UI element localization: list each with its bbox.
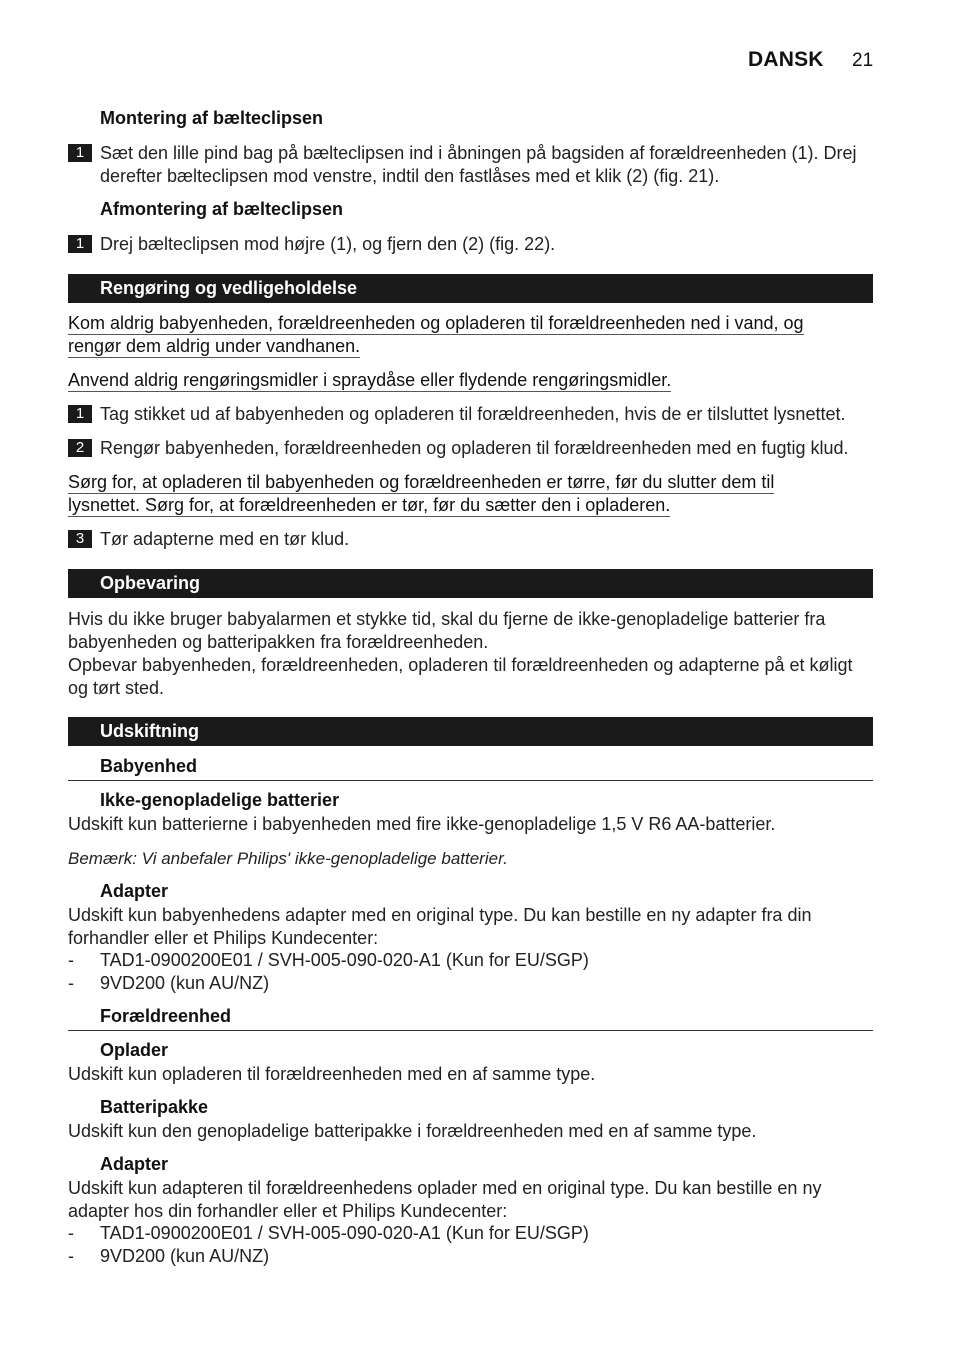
cleaning-step3: Tør adapterne med en tør klud. (100, 529, 350, 549)
cleaning-warning3-line2: lysnettet. Sørg for, at forældreenheden er tør, før du sætter den i opladeren. (68, 495, 671, 515)
list-dash: - (68, 1246, 74, 1266)
cleaning-step1: Tag stikket ud af babyenheden og opladeren til forældreenheden, hvis de er tilsluttet lysnettet. (100, 404, 846, 424)
cleaning-step2: Rengør babyenheden, forældreenheden og opladeren til forældreenheden med en fugtig klud. (100, 438, 849, 458)
parent-adapter-title: Adapter (100, 1154, 169, 1174)
list-dash: - (68, 973, 74, 993)
belt-mount-step-line2: derefter bælteclipsen mod venstre, indtil den fastlåses med et klik (2) (fig. 21). (100, 166, 720, 186)
list-item: TAD1-0900200E01 / SVH-005-090-020-A1 (Kun for EU/SGP) (100, 1223, 589, 1243)
baby-adapter-line1: Udskift kun babyenhedens adapter med en original type. Du kan bestille en ny adapter fra din (68, 905, 812, 925)
step-badge: 1 (68, 405, 92, 423)
step-badge: 2 (68, 439, 92, 457)
storage-line2: babyenheden og batteripakken fra forældreenheden. (68, 632, 489, 652)
batteries-text: Udskift kun batterierne i babyenheden med fire ikke-genopladelige 1,5 V R6 AA-batterier. (68, 814, 776, 834)
section-cleaning-header: Rengøring og vedligeholdelse (68, 274, 873, 303)
charger-title: Oplader (100, 1040, 169, 1060)
section-storage-header: Opbevaring (68, 569, 873, 598)
storage-line1: Hvis du ikke bruger babyalarmen et stykke tid, skal du fjerne de ikke-genopladelige batterier fra (68, 609, 826, 629)
baby-adapter-line2: forhandler eller et Philips Kundecenter: (68, 928, 379, 948)
list-item: 9VD200 (kun AU/NZ) (100, 1246, 270, 1266)
charger-text: Udskift kun opladeren til forældreenheden med en af samme type. (68, 1064, 596, 1084)
step-badge: 3 (68, 530, 92, 548)
divider (68, 1030, 873, 1031)
list-dash: - (68, 950, 74, 970)
parent-adapter-line1: Udskift kun adapteren til forældreenhedens oplader med en original type. Du kan bestille en ny (68, 1178, 822, 1198)
belt-unmount-title: Afmontering af bælteclipsen (100, 199, 344, 219)
divider (68, 780, 873, 781)
cleaning-warning2: Anvend aldrig rengøringsmidler i spraydåse eller flydende rengøringsmidler. (68, 370, 672, 390)
battery-pack-text: Udskift kun den genopladelige batteripakke i forældreenheden med en af samme type. (68, 1121, 757, 1141)
belt-unmount-step: Drej bælteclipsen mod højre (1), og fjern den (2) (fig. 22). (100, 234, 556, 254)
section-replacement-header: Udskiftning (68, 717, 873, 746)
baby-adapter-title: Adapter (100, 881, 169, 901)
list-dash: - (68, 1223, 74, 1243)
page-number: 21 (852, 50, 874, 71)
parent-adapter-line2: adapter hos din forhandler eller et Philips Kundecenter: (68, 1201, 508, 1221)
cleaning-warning1-line1: Kom aldrig babyenheden, forældreenheden og opladeren til forældreenheden ned i vand, og (68, 313, 804, 333)
step-badge: 1 (68, 235, 92, 253)
cleaning-warning1-line2: rengør dem aldrig under vandhanen. (68, 336, 361, 356)
belt-mount-step-line1: Sæt den lille pind bag på bælteclipsen ind i åbningen på bagsiden af forældreenheden (1). Drej (100, 143, 857, 163)
list-item: TAD1-0900200E01 / SVH-005-090-020-A1 (Kun for EU/SGP) (100, 950, 589, 970)
batteries-note: Bemærk: Vi anbefaler Philips' ikke-genopladelige batterier. (68, 849, 508, 868)
parent-unit-title: Forældreenhed (100, 1006, 232, 1026)
storage-line4: og tørt sted. (68, 678, 165, 698)
language-label: DANSK (748, 48, 824, 71)
list-item: 9VD200 (kun AU/NZ) (100, 973, 270, 993)
baby-unit-title: Babyenhed (100, 756, 198, 776)
battery-pack-title: Batteripakke (100, 1097, 209, 1117)
batteries-title: Ikke-genopladelige batterier (100, 790, 340, 810)
storage-line3: Opbevar babyenheden, forældreenheden, opladeren til forældreenheden og adapterne på et køligt (68, 655, 853, 675)
belt-mount-title: Montering af bælteclipsen (100, 108, 324, 128)
step-badge: 1 (68, 144, 92, 162)
cleaning-warning3-line1: Sørg for, at opladeren til babyenheden og forældreenheden er tørre, før du slutter dem til (68, 472, 775, 492)
